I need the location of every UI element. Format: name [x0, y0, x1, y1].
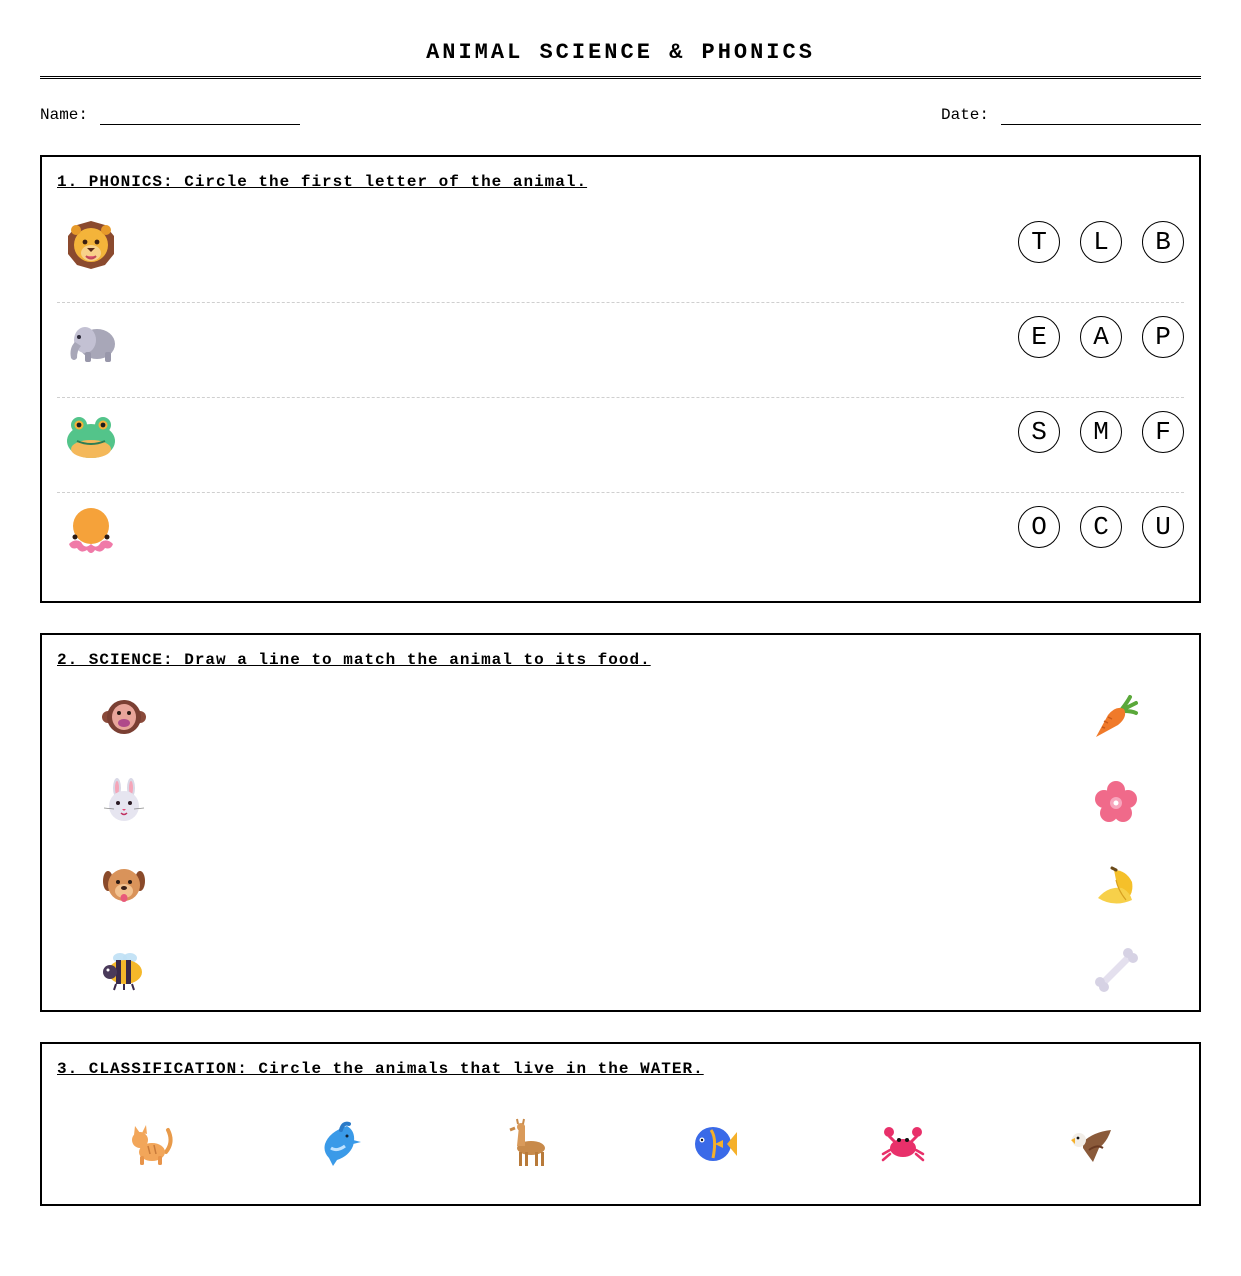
dolphin-icon[interactable] — [317, 1122, 361, 1166]
letter-choice[interactable]: U — [1142, 506, 1184, 548]
banana-icon[interactable] — [1094, 864, 1138, 908]
letter-choice[interactable]: S — [1018, 411, 1060, 453]
name-field — [40, 105, 300, 125]
phonics-row — [57, 492, 1184, 587]
meta-row — [40, 105, 1201, 125]
letter-choice[interactable]: A — [1080, 316, 1122, 358]
phonics-section — [40, 155, 1201, 603]
frog-icon — [65, 409, 117, 461]
letter-options — [998, 411, 1184, 453]
bee-icon[interactable] — [102, 948, 146, 992]
date-field — [941, 105, 1201, 125]
crab-icon[interactable] — [881, 1122, 925, 1166]
letter-choice[interactable]: T — [1018, 221, 1060, 263]
phonics-row — [57, 207, 1184, 303]
title-double-rule — [40, 76, 1201, 79]
letter-choice[interactable]: M — [1080, 411, 1122, 453]
llama-icon[interactable] — [505, 1122, 549, 1166]
letter-choice[interactable]: C — [1080, 506, 1122, 548]
elephant-icon — [65, 314, 117, 366]
carrot-icon[interactable] — [1094, 695, 1138, 739]
lion-icon — [65, 219, 117, 271]
letter-choice[interactable]: B — [1142, 221, 1184, 263]
letter-choice[interactable]: P — [1142, 316, 1184, 358]
octopus-icon — [65, 504, 117, 556]
phonics-section-title: 1. PHONICS: Circle the first letter of the animal. — [57, 173, 588, 191]
letter-options — [998, 316, 1184, 358]
date-blank-line[interactable] — [1001, 110, 1201, 125]
science-section — [40, 633, 1201, 1012]
dog-icon[interactable] — [102, 863, 146, 907]
phonics-row — [57, 302, 1184, 398]
date-label: Date: — [940, 106, 989, 124]
classification-section — [40, 1042, 1201, 1206]
classification-section-title: 3. CLASSIFICATION: Circle the animals that live in the WATER. — [57, 1060, 704, 1078]
letter-choice[interactable]: E — [1018, 316, 1060, 358]
rabbit-icon[interactable] — [102, 778, 146, 822]
worksheet-title: ANIMAL SCIENCE & PHONICS — [426, 40, 815, 65]
flower-icon[interactable] — [1094, 780, 1138, 824]
phonics-row — [57, 397, 1184, 493]
letter-options — [998, 221, 1184, 263]
name-label: Name: — [40, 106, 89, 124]
science-section-title: 2. SCIENCE: Draw a line to match the animal to its food. — [57, 651, 651, 669]
letter-options — [998, 506, 1184, 548]
letter-choice[interactable]: O — [1018, 506, 1060, 548]
fish-icon[interactable] — [693, 1122, 737, 1166]
letter-choice[interactable]: L — [1080, 221, 1122, 263]
cat-icon[interactable] — [130, 1122, 174, 1166]
bone-icon[interactable] — [1094, 948, 1138, 992]
monkey-icon[interactable] — [102, 695, 146, 739]
name-blank-line[interactable] — [100, 110, 300, 125]
letter-choice[interactable]: F — [1142, 411, 1184, 453]
eagle-icon[interactable] — [1069, 1122, 1113, 1166]
